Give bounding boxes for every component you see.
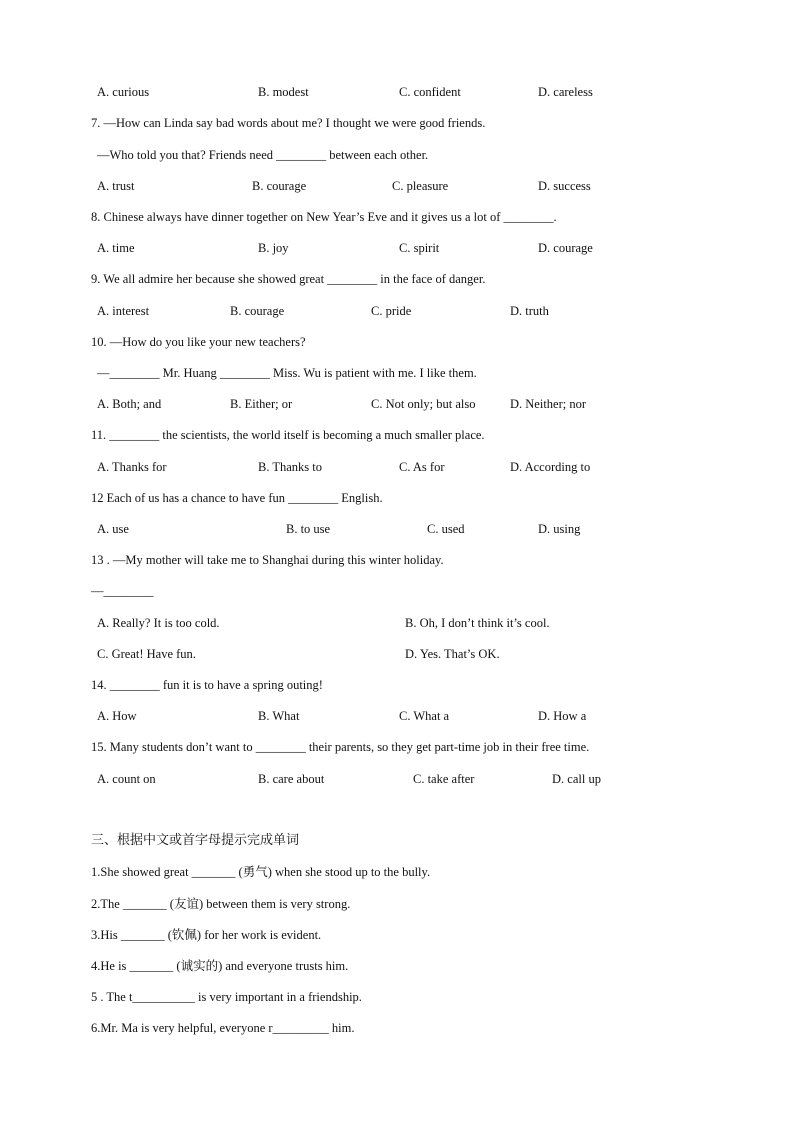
q12-option-c: C. used: [427, 522, 465, 536]
q12-option-d: D. using: [538, 522, 581, 536]
q8-stem: 8. Chinese always have dinner together on New Year’s Eve and it gives us a lot of ________.: [91, 210, 557, 224]
q12-stem: 12 Each of us has a chance to have fun ________ English.: [91, 491, 383, 505]
section-3-item-5: 5 . The t__________ is very important in a friendship.: [91, 990, 362, 1004]
q8-option-c: C. spirit: [399, 241, 440, 255]
q6-option-b: B. modest: [258, 85, 309, 99]
q7-option-a: A. trust: [97, 179, 135, 193]
q10-option-a: A. Both; and: [97, 397, 162, 411]
section-3-item-3: 3.His _______ (钦佩) for her work is evident.: [91, 928, 322, 942]
q11-option-d: D. According to: [510, 460, 591, 474]
q7-option-c: C. pleasure: [392, 179, 449, 193]
q13-option-b: B. Oh, I don’t think it’s cool.: [405, 616, 550, 630]
q10-option-b: B. Either; or: [230, 397, 293, 411]
q7-reply: —Who told you that? Friends need ________ between each other.: [97, 148, 429, 162]
q6-option-d: D. careless: [538, 85, 593, 99]
q10-option-d: D. Neither; nor: [510, 397, 587, 411]
q13-option-d: D. Yes. That’s OK.: [405, 647, 500, 661]
q13-option-a: A. Really? It is too cold.: [97, 616, 220, 630]
q11-option-a: A. Thanks for: [97, 460, 167, 474]
section-3-item-2: 2.The _______ (友谊) between them is very strong.: [91, 897, 351, 911]
q11-option-b: B. Thanks to: [258, 460, 323, 474]
q8-option-a: A. time: [97, 241, 135, 255]
q13-stem: 13 . —My mother will take me to Shanghai during this winter holiday.: [91, 553, 444, 567]
q8-option-d: D. courage: [538, 241, 593, 255]
q7-stem: 7. —How can Linda say bad words about me? I thought we were good friends.: [91, 116, 486, 130]
section-3-item-4: 4.He is _______ (诚实的) and everyone trusts him.: [91, 959, 349, 973]
q11-option-c: C. As for: [399, 460, 445, 474]
q10-reply: —________ Mr. Huang ________ Miss. Wu is patient with me. I like them.: [97, 366, 477, 380]
q9-option-d: D. truth: [510, 304, 549, 318]
q14-option-a: A. How: [97, 709, 137, 723]
q14-option-b: B. What: [258, 709, 300, 723]
q14-option-c: C. What a: [399, 709, 450, 723]
q9-option-c: C. pride: [371, 304, 412, 318]
section-3-item-6: 6.Mr. Ma is very helpful, everyone r_________ him.: [91, 1021, 355, 1035]
q15-option-a: A. count on: [97, 772, 156, 786]
q9-option-a: A. interest: [97, 304, 150, 318]
q12-option-b: B. to use: [286, 522, 331, 536]
q10-stem: 10. —How do you like your new teachers?: [91, 335, 306, 349]
q9-stem: 9. We all admire her because she showed great ________ in the face of danger.: [91, 272, 486, 286]
section-3-title: 三、根据中文或首字母提示完成单词: [91, 833, 300, 848]
q9-option-b: B. courage: [230, 304, 285, 318]
q15-option-c: C. take after: [413, 772, 475, 786]
section-3-item-1: 1.She showed great _______ (勇气) when she stood up to the bully.: [91, 865, 431, 879]
q13-option-c: C. Great! Have fun.: [97, 647, 196, 661]
q14-stem: 14. ________ fun it is to have a spring outing!: [91, 678, 323, 692]
q11-stem: 11. ________ the scientists, the world itself is becoming a much smaller place.: [91, 428, 485, 442]
q13-reply: —________: [91, 584, 154, 598]
q15-option-d: D. call up: [552, 772, 601, 786]
q15-option-b: B. care about: [258, 772, 325, 786]
q8-option-b: B. joy: [258, 241, 289, 255]
q6-option-c: C. confident: [399, 85, 461, 99]
q12-option-a: A. use: [97, 522, 129, 536]
q14-option-d: D. How a: [538, 709, 587, 723]
q15-stem: 15. Many students don’t want to ________ their parents, so they get part-time job in their free time.: [91, 740, 590, 754]
q7-option-d: D. success: [538, 179, 591, 193]
q10-option-c: C. Not only; but also: [371, 397, 476, 411]
q6-option-a: A. curious: [97, 85, 150, 99]
q7-option-b: B. courage: [252, 179, 307, 193]
